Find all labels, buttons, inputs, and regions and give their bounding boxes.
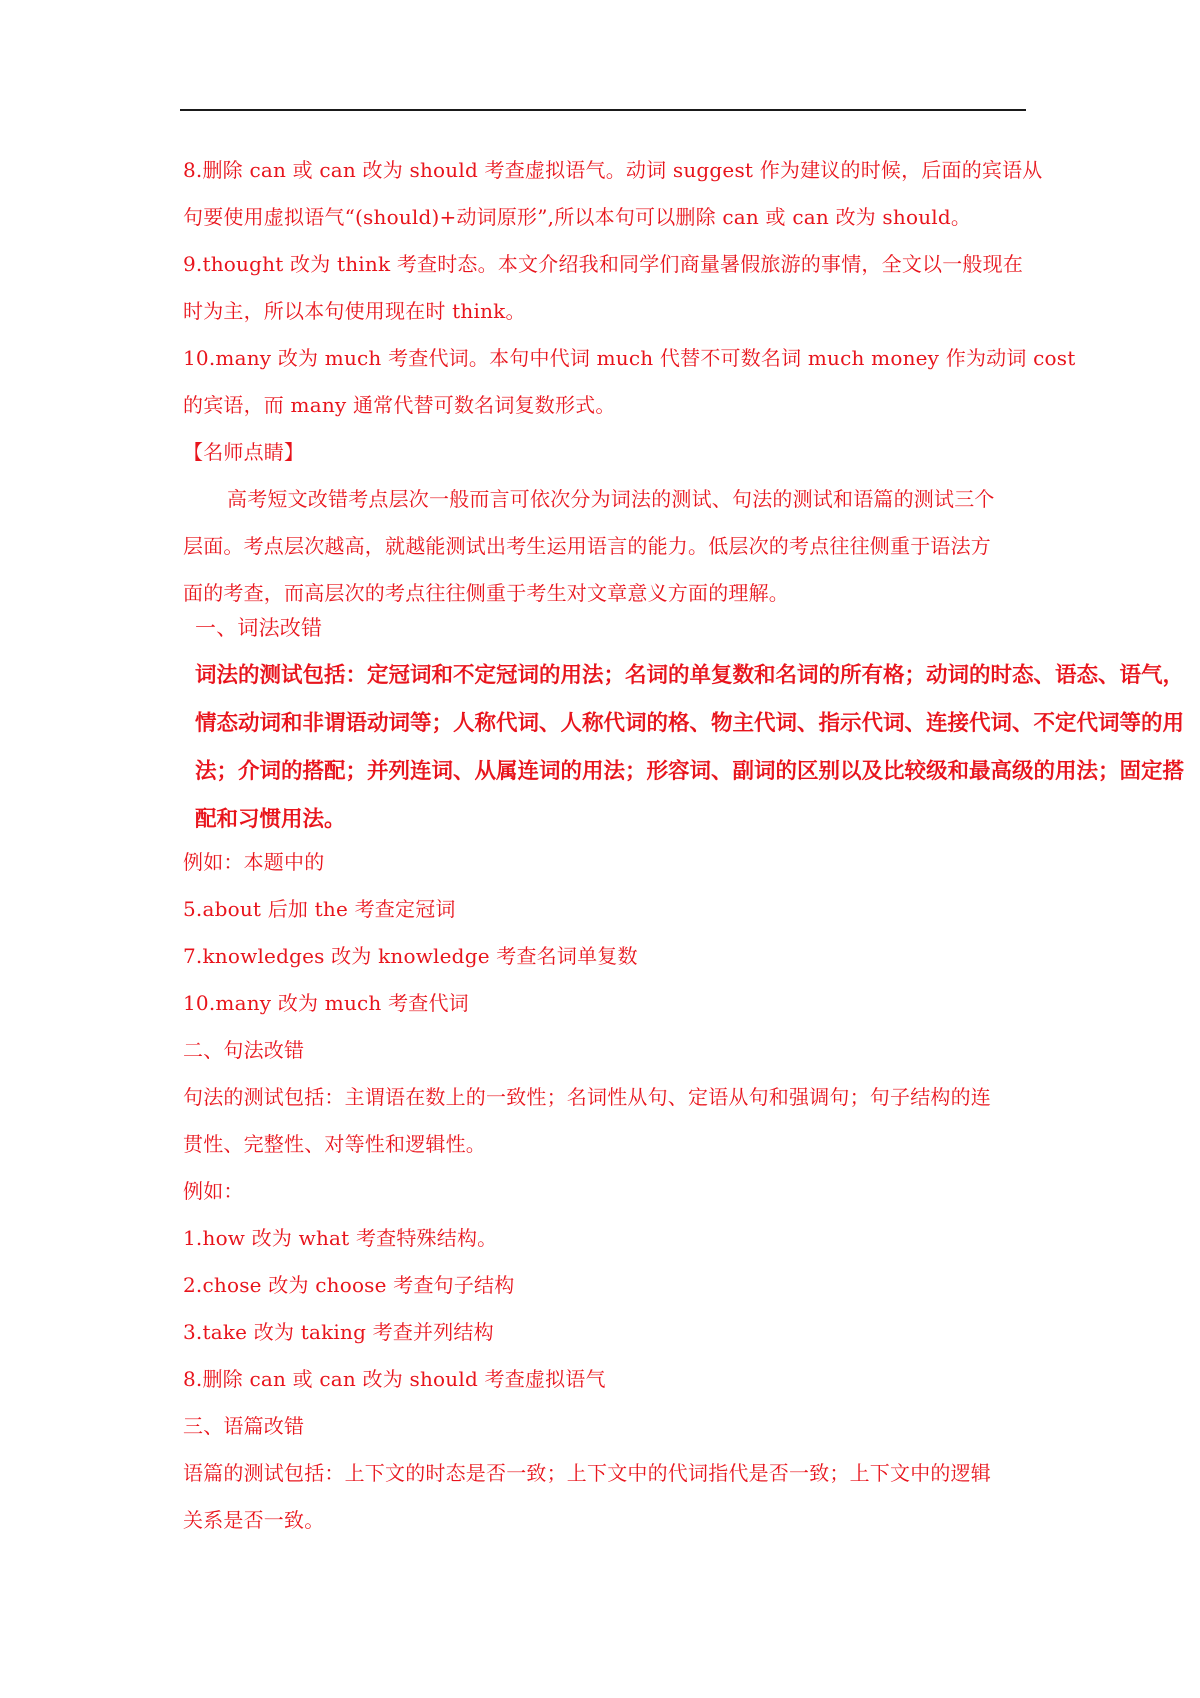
section1-example-label: 例如：本题中的 [183,850,325,874]
section1-title: 一、词法改错 [195,616,323,640]
item8-explanation-line1: 8.删除 can 或 can 改为 should 考查虚拟语气。动词 suggest 作为建议的时候，后面的宾语从 [183,158,1043,182]
header-rule [180,109,1026,111]
item9-explanation-line2: 时为主，所以本句使用现在时 think。 [183,299,526,323]
section3-desc-line1: 语篇的测试包括：上下文的时态是否一致；上下文中的代词指代是否一致；上下文中的逻辑 [183,1461,991,1485]
section2-desc-line2: 贯性、完整性、对等性和逻辑性。 [183,1132,486,1156]
section1-desc-line2: 情态动词和非谓语动词等；人称代词、人称代词的格、物主代词、指示代词、连接代词、不定代词等的用 [195,711,1185,736]
section2-example-item: 1.how 改为 what 考查特殊结构。 [183,1226,498,1250]
section2-example-item: 8.删除 can 或 can 改为 should 考查虚拟语气 [183,1367,606,1391]
item9-explanation-line1: 9.thought 改为 think 考查时态。本文介绍我和同学们商量暑假旅游的事情，全文以一般现在 [183,252,1024,276]
section1-example-item: 7.knowledges 改为 knowledge 考查名词单复数 [183,944,638,968]
item8-explanation-line2: 句要使用虚拟语气“(should)+动词原形”,所以本句可以删除 can 或 can 改为 should。 [183,205,972,229]
tips-intro-line3: 面的考查，而高层次的考点往往侧重于考生对文章意义方面的理解。 [183,581,789,605]
item10-explanation-line2: 的宾语，而 many 通常代替可数名词复数形式。 [183,393,616,417]
section1-desc-line1: 词法的测试包括：定冠词和不定冠词的用法；名词的单复数和名词的所有格；动词的时态、语态、语气， [195,663,1185,688]
item10-explanation-line1: 10.many 改为 much 考查代词。本句中代词 much 代替不可数名词 much money 作为动词 cost [183,346,1076,370]
tips-intro-line1: 高考短文改错考点层次一般而言可依次分为词法的测试、句法的测试和语篇的测试三个 [227,487,995,511]
tips-intro-line2: 层面。考点层次越高，就越能测试出考生运用语言的能力。低层次的考点往往侧重于语法方 [183,534,991,558]
section3-desc-line2: 关系是否一致。 [183,1508,325,1532]
section2-example-item: 3.take 改为 taking 考查并列结构 [183,1320,494,1344]
section2-desc-line1: 句法的测试包括：主谓语在数上的一致性；名词性从句、定语从句和强调句；句子结构的连 [183,1085,991,1109]
section1-example-item: 5.about 后加 the 考查定冠词 [183,897,456,921]
section3-title: 三、语篇改错 [183,1414,305,1438]
section1-desc-line4: 配和习惯用法。 [195,807,346,832]
section2-example-label: 例如： [183,1179,244,1203]
section1-desc-line3: 法；介词的搭配；并列连词、从属连词的用法；形容词、副词的区别以及比较级和最高级的用法；固定搭 [195,759,1185,784]
section1-example-item: 10.many 改为 much 考查代词 [183,991,469,1015]
section2-example-item: 2.chose 改为 choose 考查句子结构 [183,1273,515,1297]
tips-heading: 【名师点睛】 [183,440,305,464]
section2-title: 二、句法改错 [183,1038,305,1062]
